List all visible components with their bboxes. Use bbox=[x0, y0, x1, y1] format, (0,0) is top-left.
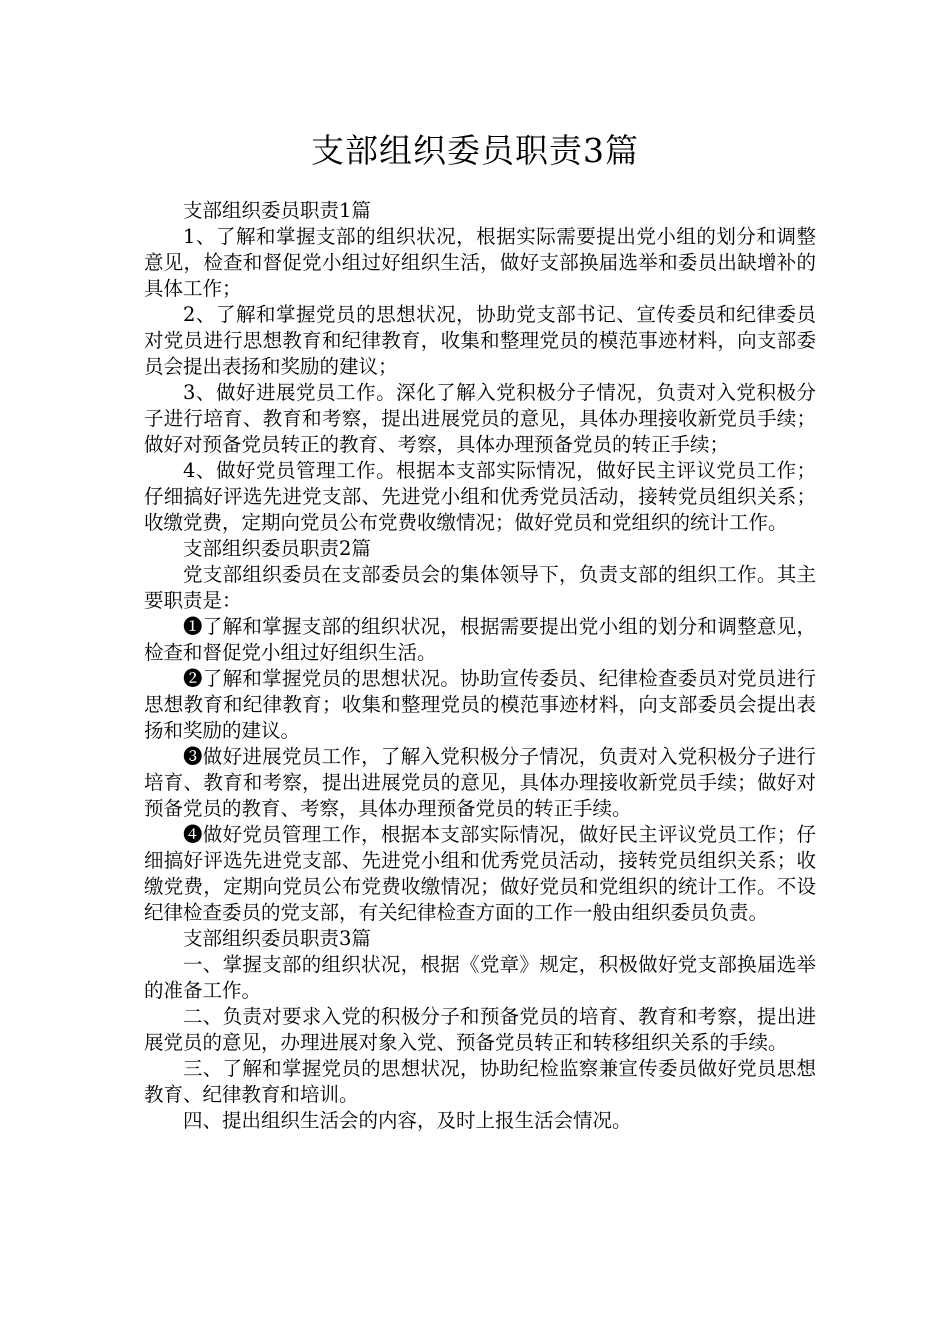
section-heading-1: 支部组织委员职责1篇 bbox=[183, 199, 371, 222]
section-heading-2: 支部组织委员职责2篇 bbox=[183, 537, 371, 560]
paragraph: 2、了解和掌握党员的思想状况，协助党支部书记、宣传委员和纪律委员对党员进行思想教育和纪律教育，收集和整理党员的模范事迹材料，向支部委员会提出表扬和奖励的建议； bbox=[144, 303, 816, 378]
paragraph: ❶了解和掌握支部的组织状况，根据需要提出党小组的划分和调整意见，检查和督促党小组过好组织生活。 bbox=[144, 615, 816, 664]
paragraph: 三、了解和掌握党员的思想状况，协助纪检监察兼宣传委员做好党员思想教育、纪律教育和培训。 bbox=[144, 1057, 816, 1106]
paragraph: 3、做好进展党员工作。深化了解入党积极分子情况，负责对入党积极分子进行培育、教育和考察，提出进展党员的意见，具体办理接收新党员手续；做好对预备党员转正的教育、考察，具体办理预备党员的转正手续； bbox=[144, 381, 816, 456]
paragraph: 四、提出组织生活会的内容，及时上报生活会情况。 bbox=[183, 1109, 632, 1132]
paragraph: 4、做好党员管理工作。根据本支部实际情况，做好民主评议党员工作；仔细搞好评选先进党支部、先进党小组和优秀党员活动，接转党员组织关系；收缴党费，定期向党员公布党费收缴情况；做好党员和党组织的统计工作。 bbox=[144, 459, 816, 534]
paragraph: ❷了解和掌握党员的思想状况。协助宣传委员、纪律检查委员对党员进行思想教育和纪律教育；收集和整理党员的模范事迹材料，向支部委员会提出表扬和奖励的建议。 bbox=[144, 667, 816, 742]
section-heading-3: 支部组织委员职责3篇 bbox=[183, 927, 371, 950]
paragraph: 党支部组织委员在支部委员会的集体领导下，负责支部的组织工作。其主要职责是： bbox=[144, 563, 816, 612]
document-body bbox=[144, 198, 816, 1134]
paragraph: 一、掌握支部的组织状况，根据《党章》规定，积极做好党支部换届选举的准备工作。 bbox=[144, 953, 816, 1002]
paragraph: ❸做好进展党员工作，了解入党积极分子情况，负责对入党积极分子进行培育、教育和考察，提出进展党员的意见，具体办理接收新党员手续；做好对预备党员的教育、考察，具体办理预备党员的转正手续。 bbox=[144, 745, 816, 820]
paragraph: ❹做好党员管理工作，根据本支部实际情况，做好民主评议党员工作；仔细搞好评选先进党支部、先进党小组和优秀党员活动，接转党员组织关系；收缴党费，定期向党员公布党费收缴情况；做好党员和党组织的统计工作。不设纪律检查委员的党支部，有关纪律检查方面的工作一般由组织委员负责。 bbox=[144, 823, 816, 924]
document-title: 支部组织委员职责3篇 bbox=[311, 131, 639, 170]
paragraph: 二、负责对要求入党的积极分子和预备党员的培育、教育和考察，提出进展党员的意见，办理进展对象入党、预备党员转正和转移组织关系的手续。 bbox=[144, 1005, 816, 1054]
paragraph: 1、了解和掌握支部的组织状况，根据实际需要提出党小组的划分和调整意见，检查和督促党小组过好组织生活，做好支部换届选举和委员出缺增补的具体工作； bbox=[144, 225, 816, 300]
